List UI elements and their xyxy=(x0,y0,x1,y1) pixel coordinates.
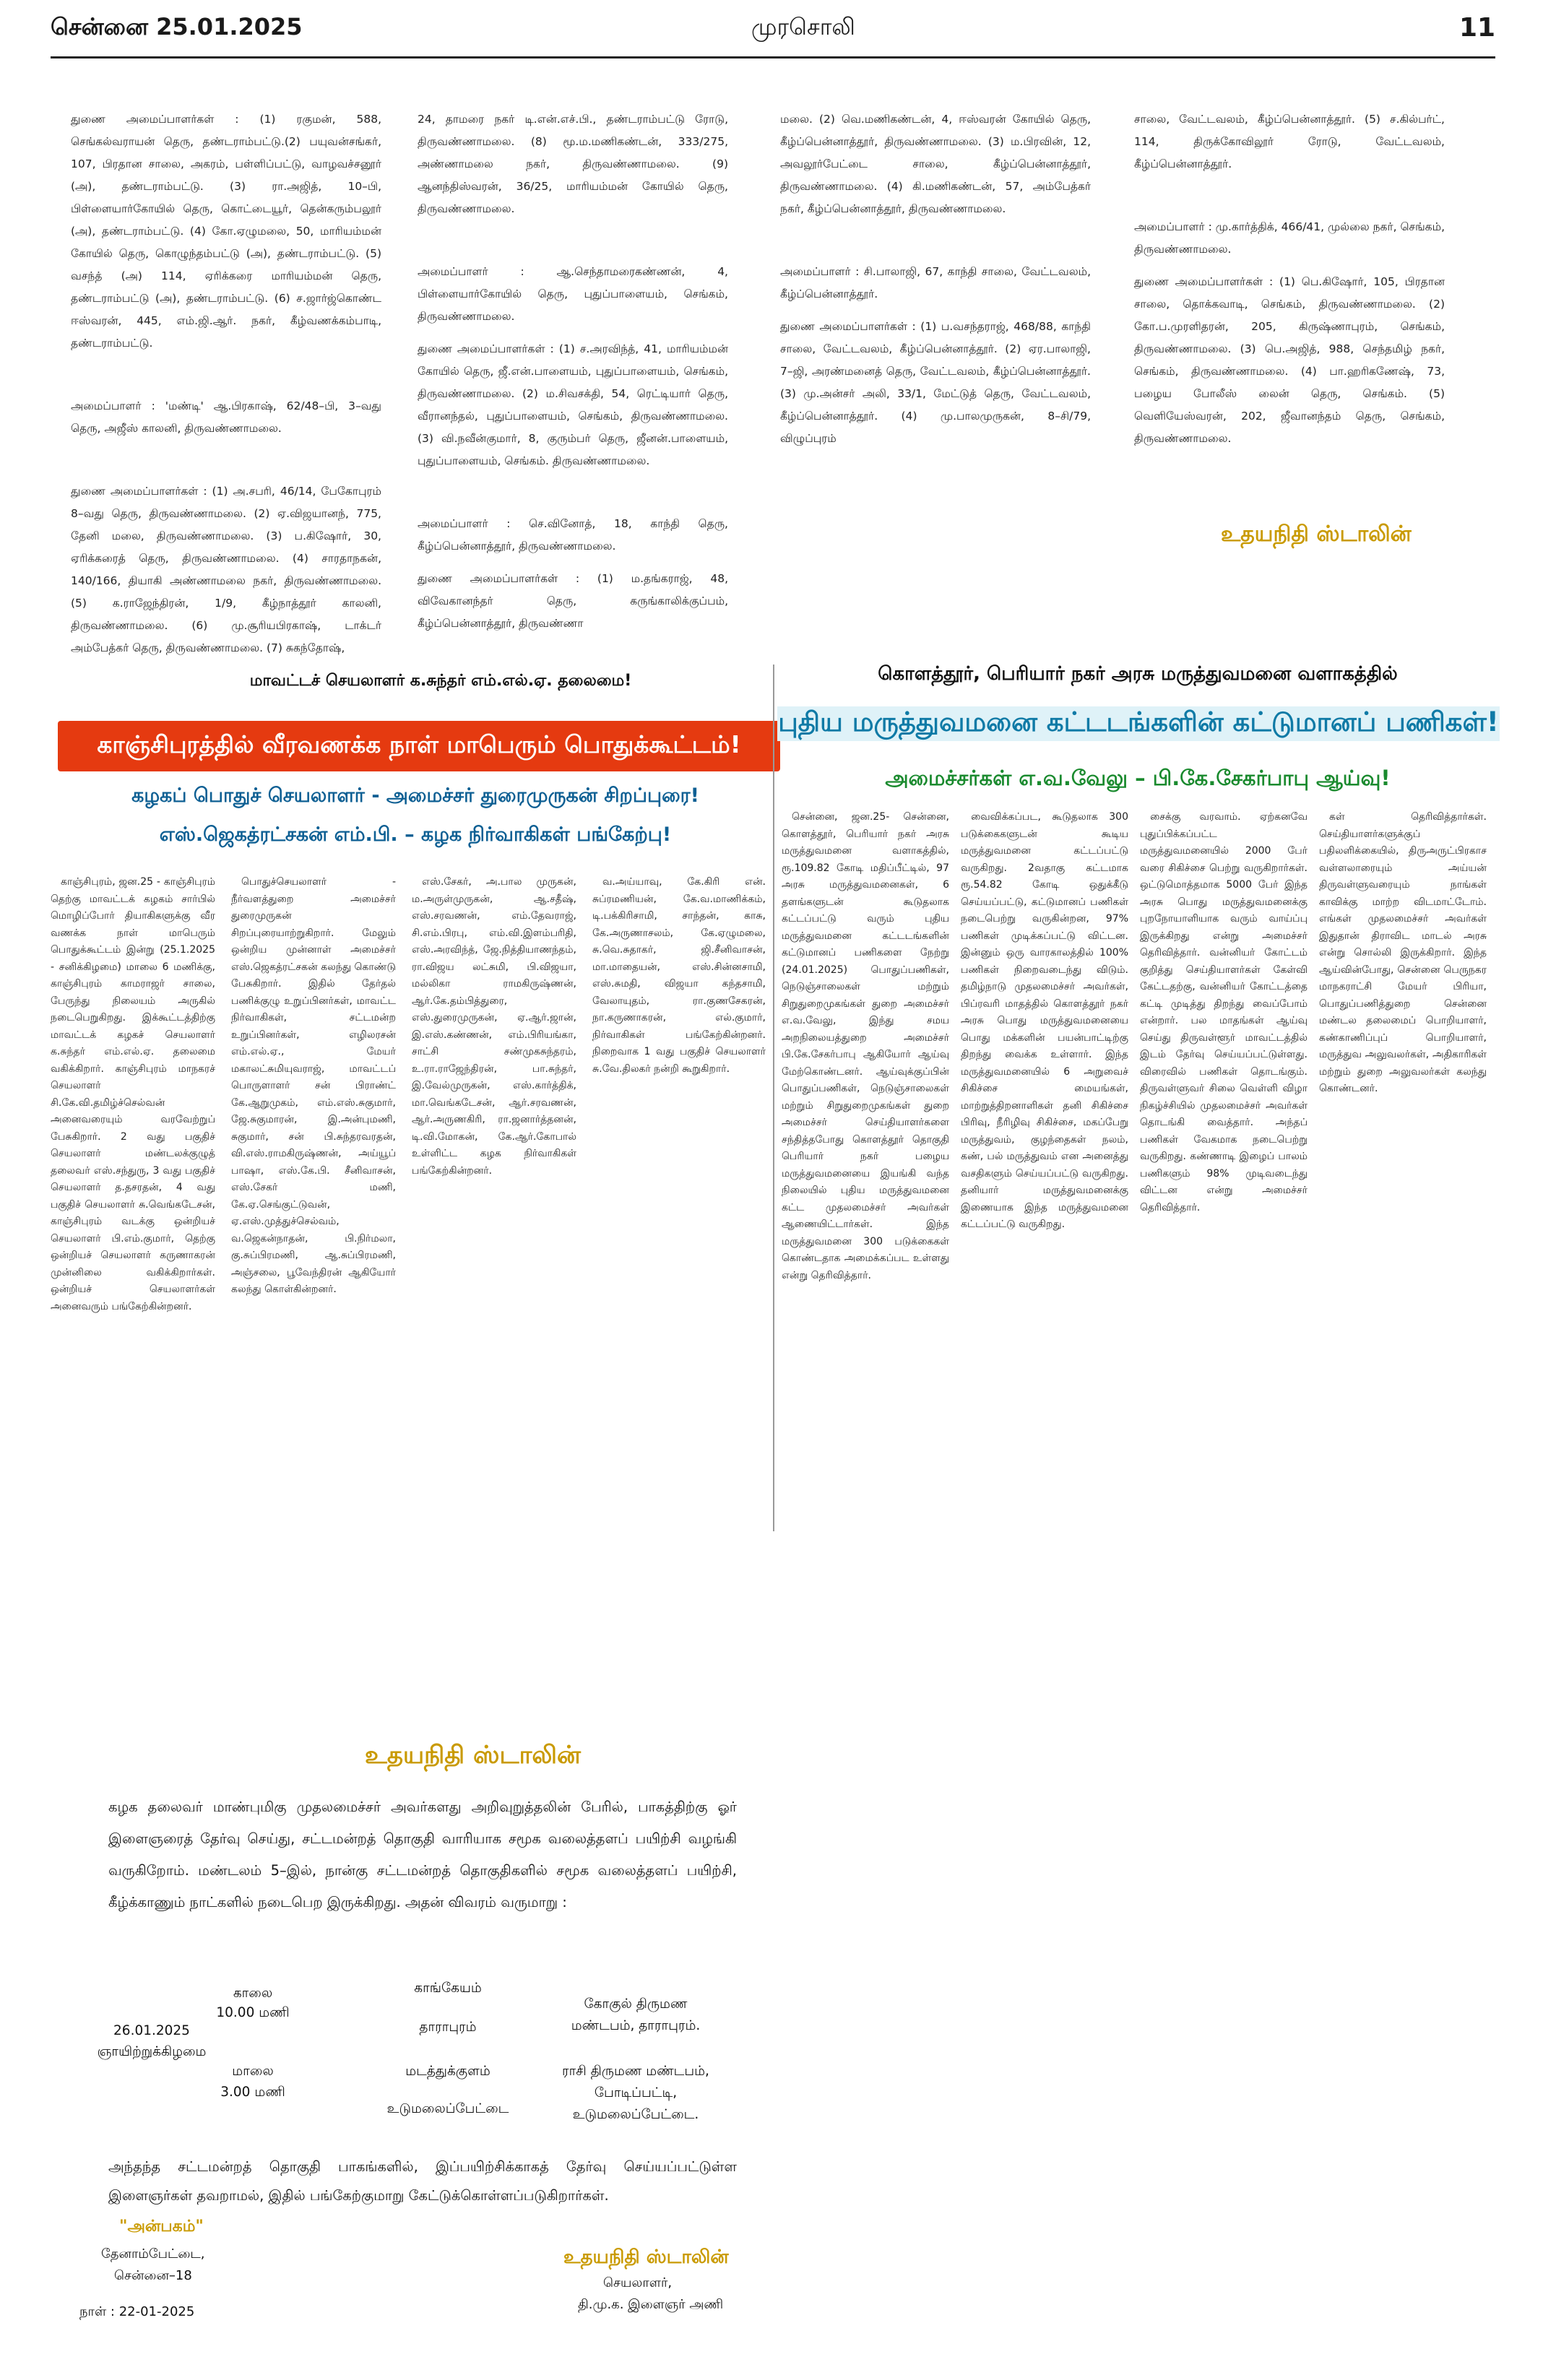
paragraph: அமைப்பாளர் : மு.கார்த்திக், 466/41, முல்லை நகர், செங்கம், திருவண்ணாமலை. xyxy=(1134,220,1445,256)
paragraph: துணை அமைப்பாளர்கள் : (1) பெ.கிஷோர், 105, பிரதான சாலை, தொக்கவாடி, செங்கம், திருவண்ணாமலை. (2) கோ.ப.முரளிதரன், 205, கிருஷ்ணாபுரம், செங்கம், திருவண்ணாமலை. (3) பெ.அஜித், 988, செந்தமிழ் நகர், செங்கம், திருவண்ணாமலை. (4) பா.ஹரிகணேஷ், 73, பழைய போலீஸ் லைன் தெரு, செங்கம். (5) வெளியேஸ்வரன், 202, ஜீவானந்தம் தெரு, செங்கம், திருவண்ணாமலை. xyxy=(1134,275,1445,445)
schedule-row-2-venue: ராசி திருமண மண்டபம், போடிப்பட்டி, உடுமலைப்பேட்டை. xyxy=(562,2064,709,2122)
schedule-evening-time: 3.00 மணி xyxy=(220,2085,285,2100)
paragraph: மலை. (2) வெ.மணிகண்டன், 4, ஈஸ்வரன் கோயில் தெரு, கீழ்ப்பென்னாத்தூர், திருவண்ணாமலை. (3) ம.பிரவின், 12, அவலூர்பேட்டை சாலை, கீழ்ப்பென்னாத்தூர், திருவண்ணாமலை. (4) கி.மணிகண்டன், 57, அம்பேத்கர் நகர், கீழ்ப்பென்னாத்தூர், திருவண்ணாமலை. xyxy=(780,113,1091,215)
paragraph: துணை அமைப்பாளர்கள் : (1) ச.அரவிந்த், 41, மாரியம்மன் கோயில் தெரு, ஜீ.என்.பாளையம், புதுப்பாளையம், செங்கம், திருவண்ணாமலை. (2) ம.சிவசக்தி, 54, ரெட்டியார் தெரு, வீரானந்தல், புதுப்பாளையம், செங்கம், திருவண்ணாமலை. (3) வி.நவீன்குமார், 8, குரும்பர் தெரு, ஜீனன்.பாளையம், புதுப்பாளையம், செங்கம். திருவண்ணாமலை. xyxy=(418,342,728,467)
schedule-row-1-venue: கோகுல் திருமண மண்டபம், தாராபுரம். xyxy=(571,1996,701,2033)
right-headline: புதிய மருத்துவமனை கட்டடங்களின் கட்டுமானப் பணிகள்! xyxy=(777,706,1500,741)
from-line-1: தேனாம்பேட்டை, xyxy=(101,2246,205,2262)
article-text: காஞ்சிபுரம், ஜன.25 - காஞ்சிபுரம் தெற்கு மாவட்டக் கழகம் சார்பில் மொழிப்போர் தியாகிகளுக்கு வீர வணக்க நாள் மாபெரும் பொதுக்கூட்டம் இன்று (25.1.2025 - சனிக்கிழமை) மாலை 6 மணிக்கு, காஞ்சிபுரம் காமராஜர் சாலை, பேருந்து நிலையம் அருகில் நடைபெறுகிறது. இக்கூட்டத்திற்கு மாவட்டக் கழகச் செயலாளர் க.சுந்தர் எம்.எல்.ஏ. தலைமை வகிக்கிறார். காஞ்சிபுரம் மாநகரச் செயலாளர் சி.கே.வி.தமிழ்ச்செல்வன் அனைவரையும் வரவேற்றுப் பேசுகிறார். 2 வது பகுதிச் செயலாளர் மண்டலக்குழுத் தலைவர் எஸ்.சந்துரு, 3 வது பகுதிச் செயலாளர் த.தசரதன், 4 வது பகுதிச் செயலாளர் சு.வெங்கடேசன், காஞ்சிபுரம் வடக்கு ஒன்றியச் செயலாளர் பி.எம்.குமார், தெற்கு ஒன்றியச் செயலாளர் கருணாகரன் முன்னிலை வகிக்கிறார்கள். ஒன்றியச் செயலாளர்கள் அனைவரும் பங்கேற்கின்றனர். xyxy=(51,876,215,1312)
article-text: வ.அய்யாவு, கே.கிரி என். சுப்ரமணியன், கே.வ.மாணிக்கம், டி.பக்கிரிசாமி, சாந்தன், காசு, கே.அருணாசலம், கே.ஏழுமலை, சு.வெ.சுதாகர், ஜி.சீனிவாசன், மா.மாதையன், எஸ்.சின்னசாமி, எஸ்.சுமதி, விஜயா கந்தசாமி, வேலாயுதம், ரா.குணசேகரன், நா.கருணாகரன், எல்.குமார், நிர்வாகிகள் பங்கேற்கின்றனர். நிறைவாக 1 வது பகுதிச் செயலாளர் சு.வே.திலகர் நன்றி கூறுகிறார். xyxy=(592,876,766,1075)
left-headline: காஞ்சிபுரத்தில் வீரவணக்க நாள் மாபெரும் பொதுக்கூட்டம்! xyxy=(58,721,780,771)
right-kicker: கொளத்தூர், பெரியார் நகர் அரசு மருத்துவமனை வளாகத்தில் xyxy=(878,663,1398,685)
paragraph: அமைப்பாளர் : சி.பாலாஜி, 67, காந்தி சாலை, வேட்டவலம், கீழ்ப்பென்னாத்தூர். xyxy=(780,265,1091,300)
right-story-col-4 xyxy=(1319,809,1487,1459)
paragraph: துணை அமைப்பாளர்கள் : (1) ரகுமன், 588, செங்கல்வராயன் தெரு, தண்டராம்பட்டு.(2) பயுவன்சங்கர், 107, பிரதான சாலை, அகரம், பள்ளிப்பட்டு, வாழவச்சனூர் (அ), தண்டராம்பட்டு. (3) ரா.அஜித், 10–பி, பிள்ளையார்கோயில் தெரு, கொட்டையூர், தென்கரும்பலூர் (அ), தண்டராம்பட்டு. (4) கோ.ஏழுமலை, 50, மாரியம்மன் கோயில் தெரு, கொழுந்தம்பட்டு (அ), தண்டராம்பட்டு. (5) வசந்த் (அ) 114, ஏரிக்கரை மாரியம்மன் தெரு, தண்டராம்பட்டு (அ), தண்டராம்பட்டு. (6) ச.ஜார்ஜ்கொண்ட ஈஸ்வரன், 445, எம்.ஜி.ஆர். நகர், கீழ்வணக்கம்பாடி, தண்டராம்பட்டு. xyxy=(71,113,381,350)
left-story-col-3 xyxy=(412,874,576,1524)
page-number: 11 xyxy=(1459,13,1496,43)
top-column-3 xyxy=(780,108,1091,460)
signature-org: தி.மு.க. இளைஞர் அணி xyxy=(578,2297,724,2312)
schedule-morning-time: 10.00 மணி xyxy=(216,2005,290,2020)
schedule-row-1-place-b: தாராபுரம் xyxy=(419,2020,477,2035)
schedule-morning-label: காலை xyxy=(233,1986,273,2001)
left-subhead-2: எஸ்.ஜெகத்ரட்சகன் எம்.பி. – கழக நிர்வாகிகள் பங்கேற்பு! xyxy=(159,823,672,846)
paragraph: துணை அமைப்பாளர்கள் : (1) ப.வசந்தராஜ், 468/88, காந்தி சாலை, வேட்டவலம், கீழ்ப்பென்னாத்தூர். (2) ஏர.பாலாஜி, 7–ஜி, அரண்மனைத் தெரு, வேட்டவலம், கீழ்ப்பென்னாத்தூர். (3) மு.அன்சர் அலி, 33/1, மேட்டுத் தெரு, வேட்டவலம், கீழ்ப்பென்னாத்தூர். (4) மு.பாலமுருகன், 8–சி/79, விழுப்புரம் xyxy=(780,320,1091,445)
signature-role: செயலாளர், xyxy=(603,2275,673,2290)
right-subhead: அமைச்சர்கள் எ.வ.வேலு – பி.கே.சேகர்பாபு ஆய்வு! xyxy=(885,766,1391,790)
article-text: கள் தெரிவித்தார்கள். செய்தியாளர்களுக்குப் பதிலளிக்கையில், திருஅருட்பிரகாச வள்ளலாரையும் அய்யன் திருவள்ளுவரையும் நாங்கள் காவிக்கு மாற்ற விடமாட்டோம். எங்கள் முதலமைச்சர் அவர்கள் இதுதான் திராவிட மாடல் அரசு என்று சொல்லி இருக்கிறார். இந்த ஆய்வின்போது, சென்னை பெருநகர மாநகராட்சி மேயர் பிரியா, பொதுப்பணித்துறை சென்னை மண்டல தலைமைப் பொறியாளர், கண்காணிப்புப் பொறியாளர், மருத்துவ அலுவலர்கள், அதிகாரிகள் மற்றும் துறை அலுவலர்கள் கலந்து கொண்டனர். xyxy=(1319,811,1487,1094)
right-story-col-2 xyxy=(961,809,1128,1459)
top-column-4 xyxy=(1134,108,1445,460)
notice-signature: உதயநிதி ஸ்டாலின் xyxy=(563,2246,729,2268)
header-rule xyxy=(51,56,1495,59)
paragraph: 24, தாமரை நகர் டி.என்.எச்.பி., தண்டராம்பட்டு ரோடு, திருவண்ணாமலை. (8) மூ.ம.மணிகண்டன், 333/275, அண்ணாமலை நகர், திருவண்ணாமலை. (9) ஆனந்திஸ்வரன், 36/25, மாரியம்மன் கோயில் தெரு, திருவண்ணாமலை. xyxy=(418,113,728,215)
schedule-evening-label: மாலை xyxy=(232,2064,274,2079)
notice-para-2: அந்தந்த சட்டமன்றத் தொகுதி பாகங்களில், இப்பயிற்சிக்காகத் தேர்வு செய்யப்பட்டுள்ள இளைஞர்கள் தவறாமல், இதில் பங்கேற்குமாறு கேட்டுக்கொள்ளப்படுகிறார்கள். xyxy=(108,2158,737,2204)
right-story-col-1 xyxy=(782,809,949,1459)
paragraph: சாலை, வேட்டவலம், கீழ்ப்பென்னாத்தூர். (5) ச.கில்பர்ட், 114, திருக்கோவிலூர் ரோடு, வேட்டவலம், கீழ்ப்பென்னாத்தூர். xyxy=(1134,113,1445,170)
left-subhead-1: கழகப் பொதுச் செயலாளர் - அமைச்சர் துரைமுருகன் சிறப்புரை! xyxy=(131,784,699,807)
top-signature: உதயநிதி ஸ்டாலின் xyxy=(1221,522,1412,547)
notice-title: உதயநிதி ஸ்டாலின் xyxy=(365,1741,581,1770)
article-text: சைக்கு வரவாம். ஏற்கனவே புதுப்பிக்கப்பட்ட மருத்துவமனையில் 2000 பேர் வரை சிகிச்சை பெற்று வருகிறார்கள். ஒட்டுமொத்தமாக 5000 பேர் இந்த அரசு பொது மருத்துவமனைக்கு புறநோயாளியாக வரும் வாய்ப்பு இருக்கிறது என்று அமைச்சர் தெரிவித்தார். வன்னியர் கோட்டம் குறித்து செய்தியாளர்கள் கேள்வி கேட்டதற்கு, வன்னியர் கோட்டத்தை கட்டி முடித்து திறந்து வைப்போம் என்றார். பல மாதங்கள் ஆய்வு செய்து திருவள்ளூர் மாவட்டத்தில் இடம் தேர்வு செய்யப்பட்டுள்ளது. விரைவில் பணிகள் தொடங்கும். திருவள்ளுவர் சிலை வெள்ளி விழா நிகழ்ச்சியில் முதலமைச்சர் அவர்கள் தொடங்கி வைத்தார். அந்தப் பணிகள் வேகமாக நடைபெற்று வருகிறது. கண்ணாடி இழைப் பாலம் பணிகளும் 98% முடிவடைந்து விட்டன என்று அமைச்சர் தெரிவித்தார். xyxy=(1140,811,1308,1213)
left-kicker: மாவட்டச் செயலாளர் க.சுந்தர் எம்.எல்.ஏ. தலைமை! xyxy=(249,672,632,690)
left-story-col-2 xyxy=(231,874,396,1524)
left-story-col-1 xyxy=(51,874,215,1524)
dateline: சென்னை 25.01.2025 xyxy=(51,13,303,40)
top-column-1 xyxy=(71,108,381,670)
schedule-row-1-place-a: காங்கேயம் xyxy=(414,1981,482,1996)
left-story-col-4 xyxy=(592,874,766,1524)
schedule-day: ஞாயிற்றுக்கிழமை xyxy=(97,2044,207,2059)
paragraph: அமைப்பாளர் : 'மண்டி' ஆ.பிரகாஷ், 62/48–பி, 3–வது தெரு, அஜீஸ் காலனி, திருவண்ணாமலை. xyxy=(71,399,381,435)
paper-name: முரசொலி xyxy=(751,13,855,40)
paragraph: துணை அமைப்பாளர்கள் : (1) அ.சபரி, 46/14, பேகோபுரம் 8–வது தெரு, திருவண்ணாமலை. (2) ஏ.விஜயானந், 775, தேனி மலை, திருவண்ணாமலை. (3) ப.கிஷோர், 30, ஏரிக்கரைத் தெரு, திருவண்ணாமலை. (4) சாரதாநகன், 140/166, தியாகி அண்ணாமலை நகர், திருவண்ணாமலை. (5) க.ராஜேந்திரன், 1/9, கீழ்நாத்தூர் காலனி, திருவண்ணாமலை. (6) மு.சூரியபிரகாஷ், டாக்டர் அம்பேத்கர் தெரு, திருவண்ணாமலை. (7) சுகந்தோஷ், xyxy=(71,485,381,654)
paragraph: துணை அமைப்பாளர்கள் : (1) ம.தங்கராஜ், 48, விவேகானந்தர் தெரு, கருங்காலிக்குப்பம், கீழ்ப்பென்னாத்தூர், திருவண்ணா xyxy=(418,572,728,630)
schedule-row-2-place-b: உடுமலைப்பேட்டை xyxy=(386,2101,509,2116)
column-divider xyxy=(773,665,774,1531)
right-story-col-3 xyxy=(1140,809,1308,1459)
paragraph: அமைப்பாளர் : செ.வினோத், 18, காந்தி தெரு, கீழ்ப்பென்னாத்தூர், திருவண்ணாமலை. xyxy=(418,517,728,553)
notice-para-1: கழக தலைவர் மாண்புமிகு முதலமைச்சர் அவர்களது அறிவுறுத்தலின் பேரில், பாகத்திற்கு ஓர் இளைஞரைத் தேர்வு செய்து, சட்டமன்றத் தொகுதி வாரியாக சமூக வலைத்தளப் பயிற்சி வழங்கி வருகிறோம். மண்டலம் 5–இல், நான்கு சட்டமன்றத் தொகுதிகளில் சமூக வலைத்தளப் பயிற்சி, கீழ்க்காணும் நாட்களில் நடைபெற இருக்கிறது. அதன் விவரம் வருமாறு : xyxy=(108,1799,737,1911)
from-label: "அன்பகம்" xyxy=(119,2217,204,2236)
article-text: பொதுச்செயலாளர் - நீர்வளத்துறை அமைச்சர் துரைமுருகன் சிறப்புரையாற்றுகிறார். மேலும் ஒன்றிய முன்னாள் அமைச்சர் எஸ்.ஜெகத்ரட்சகன் கலந்து கொண்டு பேசுகிறார். இதில் தேர்தல் பணிக்குழு உறுப்பினர்கள், மாவட்ட நிர்வாகிகள், சட்டமன்ற உறுப்பினர்கள், எழிலரசன் எம்.எல்.ஏ., மேயர் மகாலட்சுமியுவராஜ், மாவட்டப் பொருளாளர் சன் பிராண்ட் கே.ஆறுமுகம், எம்.எஸ்.சுகுமார், ஜே.சுகுமாரன், இ.அன்புமணி, சுகுமார், சன் பி.சுந்தரவரதன், வி.எஸ்.ராமகிருஷ்ணன், அய்யூப் பாஷா, எஸ்.கே.பி. சீனிவாசன், எஸ்.சேகர் மணி, கே.ஏ.செங்குட்டுவன், ஏ.எஸ்.முத்துச்செல்வம், வ.ஜெகன்நாதன், பி.நிர்மலா, கு.சுப்பிரமணி, ஆ.சுப்பிரமணி, அஞ்சலை, பூவேந்திரன் ஆகியோர் கலந்து கொள்கின்றனர். xyxy=(231,876,396,1295)
article-text: எஸ்.சேகர், அ.பால முருகன், ம.அருள்முருகன், ஆ.சதீஷ், எஸ்.சரவணன், எம்.தேவராஜ், சி.எம்.பிரபு, எம்.வி.இளம்பரிதி, எஸ்.அரவிந்த், ஜே.நித்தியாணந்தம், ரா.விஜய லட்சுமி, பி.விஜயா, மல்லிகா ராமகிருஷ்ணன், ஆர்.கே.தம்பித்துரை, எஸ்.துரைமுருகன், ஏ.ஆர்.ஜான், இ.எஸ்.கண்ணன், எம்.பிரியங்கா, சாட்சி சண்முகசுந்தரம், உ.ரா.ராஜேந்திரன், பா.சுந்தர், இ.வேல்முருகன், எஸ்.கார்த்திக், மா.வெங்கடேசன், ஆர்.சரவணன், ஆர்.அருணகிரி, ரா.ஜனார்த்தனன், டி.வி.மோகன், கே.ஆர்.கோபால் உள்ளிட்ட கழக நிர்வாகிகள் பங்கேற்கின்றனர். xyxy=(412,876,576,1177)
from-line-2: சென்னை–18 xyxy=(114,2268,192,2283)
schedule-date: 26.01.2025 xyxy=(113,2023,190,2038)
article-text: வைவிக்கப்பட, கூடுதலாக 300 படுக்கைகளுடன் கூடிய மருத்துவமனை கட்டப்பட்டு வருகிறது. 2வதாகு கட்டமாக ரூ.54.82 கோடி ஒதுக்கீடு செய்யப்பட்டு, கட்டுமானப் பணிகள் நடைபெற்று வருகின்றன, 97% பணிகள் முடிக்கப்பட்டு விட்டன. இன்னும் ஒரு வாரகாலத்தில் 100% பணிகள் நிறைவடைந்து விடும். தமிழ்நாடு முதலமைச்சர் அவர்கள், பிப்ரவரி மாதத்தில் கொளத்தூர் நகர் அரசு பொது மருத்துவமனையை பொது மக்களின் பயன்பாட்டிற்கு திறந்து வைக்க உள்ளார். இந்த மருத்துவமனையில் 6 அறுவைச் சிகிச்சை மையங்கள், மாற்றுத்திறனாளிகள் தனி சிகிச்சை பிரிவு, நீரிழிவு சிகிச்சை, மகப்பேறு மருத்துவம், குழந்தைகள் நலம், கண், பல் மருத்துவம் என அனைத்து வசதிகளும் செய்யப்பட்டு வருகிறது. தனியார் மருத்துவமனைக்கு இணையாக இந்த மருத்துவமனை கட்டப்பட்டு வருகிறது. xyxy=(961,811,1128,1230)
paragraph: அமைப்பாளர் : ஆ.செந்தாமரைகண்ணன், 4, பிள்ளையார்கோயில் தெரு, புதுப்பாளையம், செங்கம், திருவண்ணாமலை. xyxy=(418,265,728,323)
schedule-row-2-place-a: மடத்துக்குளம் xyxy=(405,2064,490,2079)
notice-date: நாள் : 22-01-2025 xyxy=(79,2304,195,2319)
top-column-2 xyxy=(418,108,728,645)
article-text: சென்னை, ஜன.25- சென்னை, கொளத்தூர், பெரியார் நகர் அரசு மருத்துவமனை வளாகத்தில், ரூ.109.82 கோடி மதிப்பீட்டில், 97 அரசு மருத்துவமனைகள், 6 தளங்களுடன் கூடுதலாக கட்டப்பட்டு வரும் புதிய மருத்துவமனை கட்டடங்களின் கட்டுமானப் பணிகளை நேற்று (24.01.2025) பொதுப்பணிகள், நெடுஞ்சாலைகள் மற்றும் சிறுதுறைமுகங்கள் துறை அமைச்சர் எ.வ.வேலு, இந்து சமய அறநிலையத்துறை அமைச்சர் பி.கே.சேகர்பாபு ஆகியோர் ஆய்வு மேற்கொண்டனர். ஆய்வுக்குப்பின் பொதுப்பணிகள், நெடுஞ்சாலைகள் மற்றும் சிறுதுறைமுகங்கள் துறை அமைச்சர் செய்தியாளர்களை சந்தித்தபோது கொளத்தூர் தொகுதி பெரியார் நகர் பழைய மருத்துவமனையை இயங்கி வந்த நிலையில் புதிய மருத்துவமனை கட்ட முதலமைச்சர் அவர்கள் ஆணையிட்டார்கள். இந்த மருத்துவமனை 300 படுக்கைகள் கொண்டதாக அமைக்கப்பட உள்ளது என்று தெரிவித்தார். xyxy=(782,811,949,1281)
